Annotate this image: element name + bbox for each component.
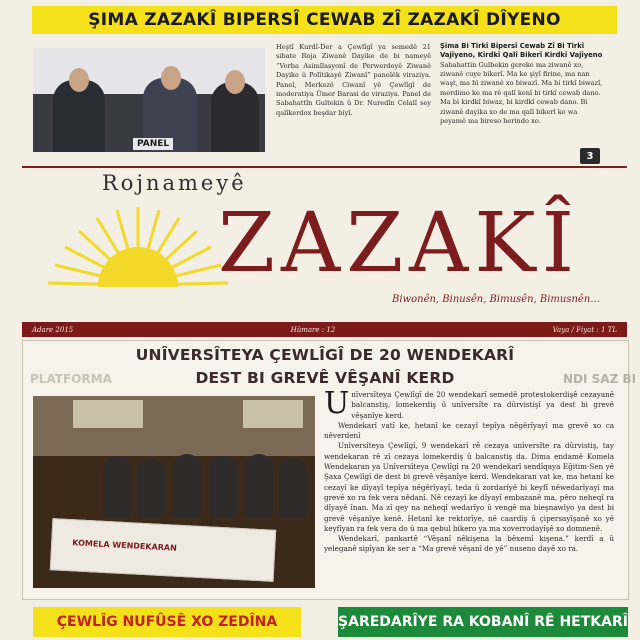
main-headline-line-1: UNÎVERSÎTEYA ÇEWLÎGÎ DE 20 WENDEKARÎ xyxy=(135,346,515,364)
masthead-slogan: Biwonên, Binusên, Bimusên, Bimusnên… xyxy=(392,294,601,305)
photo-banner-text: KOMELA WENDEKARAN xyxy=(72,538,178,553)
main-article-body xyxy=(324,386,614,555)
hunger-strike-photo xyxy=(33,396,315,588)
panel-person-head xyxy=(69,68,89,92)
divider-rule xyxy=(22,166,627,168)
main-article-headline xyxy=(90,344,560,390)
issue-number: Hûmare : 12 xyxy=(290,325,336,334)
panel-photo xyxy=(33,48,265,152)
show-through-text: NDI SAZ BI xyxy=(563,372,637,386)
show-through-text: PLATFORMA xyxy=(30,372,112,386)
article-paragraph: Unîversîteya Çewlîgî de 20 wendekarî semedê protestokerdişê cezayanê balcanstiş, lomekerdiş û unîversîte ra dûrvistişî ya dest bi grevê vêşanîye kerd. xyxy=(324,386,614,421)
photo-person xyxy=(103,456,131,518)
top-headline-banner xyxy=(32,6,617,34)
teaser-body-1: Heştî Kurdî-Der a Çewlîgî ya semedê 21 sibate Roja Ziwanê Dayike de bi nameyê “Verba Asimîlasyonî de Perwerdeyê Ziwanê Dayike û Polîtikayê Ziwanî” panelêk viraziya. Panel, Merkezê Ciwanî yê Çewlîgî de moderatiya Ûmer Barasi de viraziya. Panel de Sabahattîn Gultekin û Dr. Nuredîn Celalî sey qalîkerdox beşdar biyî. xyxy=(276,43,431,117)
photo-window xyxy=(243,400,303,428)
teaser-column-1 xyxy=(276,43,431,118)
article-paragraph: Wendekarî vatî ke, hetanî ke cezayî tepîya nêgêrîyayî ma grevê xo ca nêverdenî xyxy=(324,420,614,441)
bottom-right-headline: ŞAREDARÎYE RA KOBANÎ RÊ HETKARÎ xyxy=(338,614,628,630)
photo-person xyxy=(245,454,273,518)
issue-price: Vaya / Fiyat : 1 TL xyxy=(552,325,617,334)
photo-protest-banner xyxy=(50,518,276,582)
teaser-subheadline: Şima Bi Tirkî Bipersî Cewab Zî Bi Tirkî Vajîyeno, Kirdkî Qalî Bikerî Kirdkî Vajîyeno xyxy=(440,42,603,60)
page-number-badge: 3 xyxy=(580,148,600,164)
issue-date: Adare 2015 xyxy=(32,325,74,334)
photo-person xyxy=(209,456,237,518)
bottom-left-headline-banner xyxy=(33,607,301,637)
photo-window xyxy=(73,400,143,428)
drop-cap: U xyxy=(324,386,350,421)
bottom-right-headline-banner xyxy=(338,607,628,637)
top-headline: ŞIMA ZAZAKÎ BIPERSÎ CEWAB ZÎ ZAZAKÎ DÎYENO xyxy=(88,10,561,30)
article-paragraph: Wendekarî, pankartê “Vêşanî nêkişena la bêxemî kişena.” kerdî a û yeleganê sipîyan ke ser a “Ma grevê vêşanî de yê” nuseno dayê xo ra. xyxy=(324,534,614,554)
masthead-subtitle: Rojnameyê xyxy=(102,171,247,195)
panel-person-head xyxy=(225,70,245,94)
bottom-left-headline: ÇEWLÎG NUFÛSÊ XO ZEDÎNA xyxy=(56,614,278,630)
article-paragraph: Unîversîteya Çewlîgî, 9 wendekarî rê cezaya unîversîte ra dûrvistiş, tay wendekaran rê zî cezaya lomekerdiş û balcanstiş da. Dima endamê Komela Wendekaran ya Unîversîteya Çewlîgî ra 20 wendekarî sendîqaya Eğitim-Sen yê Şaxa Çewlîgî de dest bi grevê vêşanîye kerd. Wendekaran vat ke, ma hetanî ke cezayî ke dîyayî tepîya nêgêrîyayî, teda û zordarîyê bi keyfî nêwedarîyayî ma grevê xo ra fek vera nêdanî. Nê cezayî ke dîyayî embazanê ma, pêro neheqî ra dîyayê înan. Ma zî qey na neheqî wedarîyo û vengê ma bieşnawîyo ya dest bi grevê vêşanîye kenê. Hetanî ke rektorîye, nê caardiş û çipersayîşanê xo yê keyfîyan ra fek vera do û ma qebul bikero ya ma xoverrodayîşê xo domnenê. xyxy=(324,441,614,533)
photo-person xyxy=(173,454,201,518)
photo-person xyxy=(137,458,165,518)
panel-person-head xyxy=(161,66,181,90)
teaser-body-2: Sabahattin Gulbekin gereke ma ziwanê xo, ziwanê cuye bikerî. Ma ke şiyî firine, ma nan waşt, ma bi ziwanê xo biwazî. Ma bi tirkî biwazî, merdimo ke ma rê qalî kenî bi tirkî cewab dano. Ma bi kirdkî biwaz, bi kirdkî cewab dano. Bi ziwanê dayika xo de ma qalî bikerî ke wa peyamê ma bireso herindo xo. xyxy=(440,60,603,126)
main-headline-line-2: DEST BI GREVÊ VÊŞANÎ KERD xyxy=(195,369,455,387)
photo-person xyxy=(279,458,307,518)
panel-label: PANEL xyxy=(133,138,173,150)
issue-info-bar xyxy=(22,322,627,337)
masthead-title: ZAZAKÎ xyxy=(218,196,581,291)
sun-logo-icon xyxy=(43,207,233,287)
teaser-column-2 xyxy=(440,42,605,126)
